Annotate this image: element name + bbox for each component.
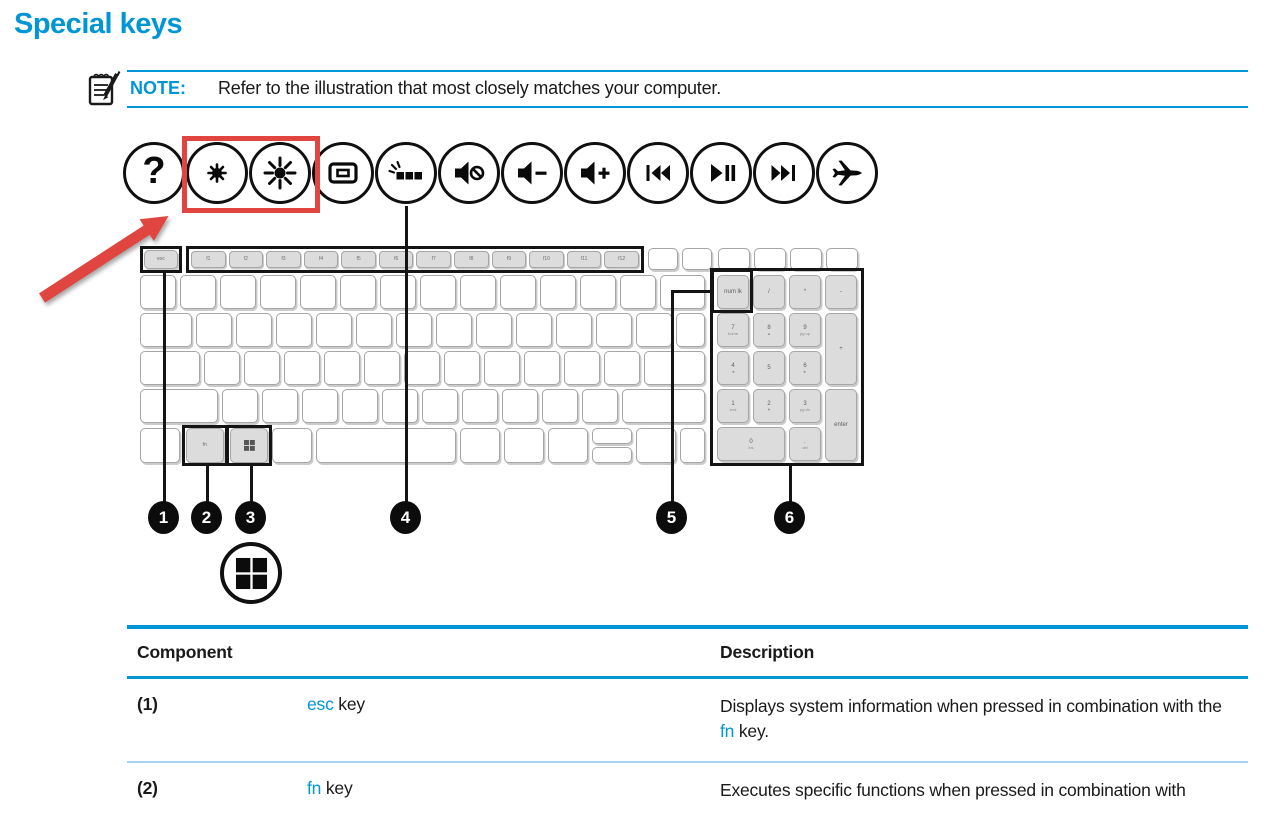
- row-description: Displays system information when pressed in combination with the fn key.: [720, 696, 1222, 741]
- keyboard-key: [140, 428, 180, 463]
- callout-line-4: [405, 206, 408, 505]
- keyboard-key: [342, 389, 378, 423]
- numpad-key: *: [789, 275, 821, 309]
- numpad-key: 7 home: [717, 313, 749, 347]
- callout-line-3: [250, 466, 253, 505]
- esc-key: esc: [144, 250, 178, 269]
- keyboard-key: [790, 248, 822, 270]
- keyboard-key: [596, 313, 632, 347]
- numpad-key-zero: 0 ins: [717, 427, 785, 461]
- keyboard-key: [462, 389, 498, 423]
- keyboard-key: [502, 389, 538, 423]
- component-table: [127, 625, 1248, 820]
- windows-logo-icon: [235, 557, 268, 590]
- numpad-key: 1 end: [717, 389, 749, 423]
- callout-line-5-horizontal: [671, 290, 714, 293]
- windows-logo-circle: [220, 542, 282, 604]
- function-key: f11: [567, 251, 602, 268]
- keyboard-key: [316, 428, 456, 463]
- note-text: Refer to the illustration that most closely matches your computer.: [218, 78, 722, 98]
- keyboard-key: [548, 428, 588, 463]
- keyboard-key: [556, 313, 592, 347]
- keyboard-key: [324, 351, 360, 385]
- keyboard-illustration: [140, 246, 870, 468]
- play-pause-icon: [690, 142, 752, 204]
- keyboard-key: [140, 313, 192, 347]
- page-title: Special keys: [14, 8, 183, 40]
- function-key: f10: [529, 251, 564, 268]
- numpad-key: 5: [753, 351, 785, 385]
- keyboard-key: [396, 313, 432, 347]
- function-key: f6: [379, 251, 414, 268]
- numpad-key: 9 pg up: [789, 313, 821, 347]
- table-row: [127, 763, 1248, 820]
- keyboard-key: [272, 428, 312, 463]
- function-key: f9: [492, 251, 527, 268]
- callout-line-6: [789, 464, 792, 505]
- keyboard-key: [460, 275, 496, 309]
- keyboard-key: [420, 275, 456, 309]
- keyboard-key: [316, 313, 352, 347]
- callout-3: 3: [235, 501, 266, 534]
- keyboard-key: [404, 351, 440, 385]
- function-key: f12: [604, 251, 639, 268]
- keyboard-key: [276, 313, 312, 347]
- keyboard-key: [592, 428, 632, 444]
- red-arrow: [15, 192, 195, 317]
- table-row: [127, 679, 1248, 763]
- volume-down-icon: [501, 142, 563, 204]
- keyboard-key: [340, 275, 376, 309]
- volume-up-icon: [564, 142, 626, 204]
- numpad-box: [710, 268, 864, 466]
- keyboard-key: [204, 351, 240, 385]
- function-key: f7: [416, 251, 451, 268]
- function-key: f4: [304, 251, 339, 268]
- windows-key-icon: [244, 440, 255, 451]
- keyboard-backlight-icon: [375, 142, 437, 204]
- keyboard-key: [140, 389, 218, 423]
- keyboard-key: [682, 248, 712, 270]
- previous-track-icon: [627, 142, 689, 204]
- keyboard-key: [592, 447, 632, 463]
- keyboard-key: [444, 351, 480, 385]
- keyboard-key: [236, 313, 272, 347]
- keyboard-key: [364, 351, 400, 385]
- numpad-key-enter: enter: [825, 389, 857, 461]
- keyboard-key: [302, 389, 338, 423]
- function-key: f8: [454, 251, 489, 268]
- keyboard-key: [476, 313, 512, 347]
- keyboard-key: [580, 275, 616, 309]
- keyboard-key: [622, 389, 705, 423]
- note-top-rule: [127, 70, 1248, 72]
- keyboard-key: [582, 389, 618, 423]
- question-mark: ?: [142, 149, 166, 192]
- header-description: Description: [720, 642, 815, 662]
- function-key: f1: [191, 251, 226, 268]
- numpad-key: +: [825, 313, 857, 385]
- keyboard-key: [284, 351, 320, 385]
- callout-4: 4: [390, 501, 421, 534]
- keyboard-key: [382, 389, 418, 423]
- mute-icon: [438, 142, 500, 204]
- callout-2: 2: [191, 501, 222, 534]
- row-number: (1): [137, 694, 158, 714]
- keyboard-key: [636, 313, 672, 347]
- windows-key: [230, 428, 268, 463]
- keyboard-key: [542, 389, 578, 423]
- keyboard-key: [680, 428, 705, 463]
- keyboard-key: [620, 275, 656, 309]
- keyboard-key: [564, 351, 600, 385]
- keyboard-key: [244, 351, 280, 385]
- keyboard-key: [380, 275, 416, 309]
- keyboard-key: [826, 248, 858, 270]
- keyboard-key: [260, 275, 296, 309]
- keyboard-key: [754, 248, 786, 270]
- keyboard-key: [516, 313, 552, 347]
- row-number: (2): [137, 778, 158, 798]
- fn-key: fn: [186, 428, 224, 463]
- numpad-key: 8 ▲: [753, 313, 785, 347]
- header-component: Component: [137, 642, 233, 662]
- keyboard-key: [636, 428, 676, 463]
- row-description: Executes specific functions when pressed in combination with: [720, 780, 1186, 800]
- function-keys-box: [186, 246, 644, 273]
- table-header: [127, 629, 1248, 679]
- keyboard-key: [222, 389, 258, 423]
- callout-line-2: [206, 466, 209, 505]
- keyboard-key: [262, 389, 298, 423]
- keyboard-key: [422, 389, 458, 423]
- callout-5: 5: [656, 501, 687, 534]
- callout-1: 1: [148, 501, 179, 534]
- keyboard-key: [356, 313, 392, 347]
- keyboard-key: [718, 248, 750, 270]
- numpad-key-numlk: num lk: [717, 275, 749, 309]
- numpad-key: 6 ►: [789, 351, 821, 385]
- function-key: f2: [229, 251, 264, 268]
- numpad-key: 2 ▼: [753, 389, 785, 423]
- note-bottom-rule: [127, 106, 1248, 108]
- numpad-key: . del: [789, 427, 821, 461]
- keyboard-key: [524, 351, 560, 385]
- keyboard-key: [500, 275, 536, 309]
- keyboard-key: [196, 313, 232, 347]
- switch-screen-icon: [312, 142, 374, 204]
- keyboard-key: [676, 313, 705, 347]
- callout-6: 6: [774, 501, 805, 534]
- keyboard-key: [540, 275, 576, 309]
- keyboard-key: [504, 428, 544, 463]
- numpad-key: -: [825, 275, 857, 309]
- keyboard-key: [604, 351, 640, 385]
- row-key: fn key: [307, 778, 353, 798]
- function-key: f5: [341, 251, 376, 268]
- note-label: NOTE:: [130, 78, 186, 98]
- keyboard-key: [140, 351, 200, 385]
- airplane-mode-icon: [816, 142, 878, 204]
- highlight-rectangle: [182, 136, 320, 213]
- callout-line-5: [671, 290, 674, 505]
- row-key: esc key: [307, 694, 365, 714]
- keyboard-key: [460, 428, 500, 463]
- numpad-key: 4 ◄: [717, 351, 749, 385]
- next-track-icon: [753, 142, 815, 204]
- keyboard-key: [220, 275, 256, 309]
- notepad-pencil-icon: [86, 68, 122, 108]
- numpad-key: /: [753, 275, 785, 309]
- keyboard-key: [436, 313, 472, 347]
- keyboard-key: [644, 351, 705, 385]
- function-key: f3: [266, 251, 301, 268]
- numpad-key: 3 pg dn: [789, 389, 821, 423]
- keyboard-key: [484, 351, 520, 385]
- keyboard-key: [300, 275, 336, 309]
- keyboard-key: [648, 248, 678, 270]
